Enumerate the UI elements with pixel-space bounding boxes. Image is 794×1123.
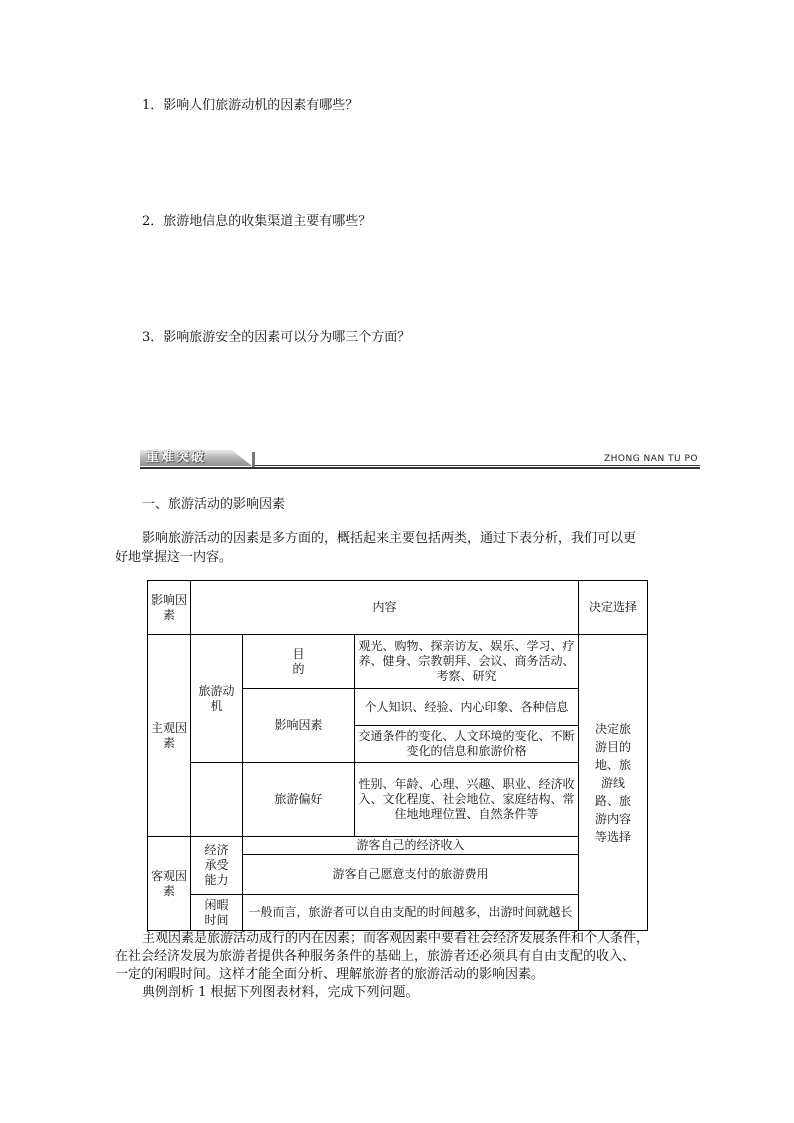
leisure-text: 一般而言，旅游者可以自由支配的时间越多，出游时间就越长: [243, 895, 579, 931]
header-decision: 决定选择: [579, 581, 648, 635]
summary-line-1: 主观因素是旅游活动成行的内在因素；而客观因素中要看社会经济发展条件和个人条件，: [142, 931, 650, 946]
question-1: 1．影响人们旅游动机的因素有哪些？: [142, 98, 359, 113]
banner-english: ZHONG NAN TU PO: [603, 454, 698, 464]
motive-label: 旅游动机: [191, 635, 243, 763]
influence-text-2: 交通条件的变化、人文环境的变化、不断变化的信息和旅游价格: [355, 726, 579, 763]
example-line: 典例剖析 1 根据下列图表材料，完成下列问题。: [142, 985, 419, 1000]
header-content: 内容: [191, 581, 579, 635]
preference-empty: [191, 763, 243, 837]
header-factor: 影响因素: [148, 581, 191, 635]
factors-table: [147, 580, 648, 931]
summary-line-2: 在社会经济发展为旅游者提供各种服务条件的基础上，旅游者还必须具有自由支配的收入、: [115, 949, 636, 964]
econ-text-2: 游客自己愿意支付的旅游费用: [243, 855, 579, 895]
purpose-label: 目的: [243, 635, 355, 689]
section-banner: [140, 450, 700, 470]
decision-text: 决定旅游目的地、旅游线路、旅游内容等选择: [579, 635, 648, 931]
subjective-factor-label: 主观因素: [148, 635, 191, 837]
question-3: 3．影响旅游安全的因素可以分为哪三个方面？: [142, 330, 411, 345]
banner-title: 重难突破: [146, 450, 207, 465]
preference-text: 性别、年龄、心理、兴趣、职业、经济收入、文化程度、社会地位、家庭结构、常住地地理位置、自然条件等: [355, 763, 579, 837]
section-heading: 一、旅游活动的影响因素: [142, 497, 286, 512]
econ-label: 经济承受能力: [191, 837, 243, 895]
econ-text-1: 游客自己的经济收入: [243, 837, 579, 855]
leisure-label: 闲暇时间: [191, 895, 243, 931]
intro-line-1: 影响旅游活动的因素是多方面的，概括起来主要包括两类，通过下表分析，我们可以更: [142, 531, 637, 546]
banner-rule-thick: [140, 467, 700, 469]
influence-label: 影响因素: [243, 689, 355, 763]
intro-line-2: 好地掌握这一内容。: [115, 550, 233, 565]
summary-line-3: 一定的闲暇时间。这样才能全面分析、理解旅游者的旅游活动的影响因素。: [115, 967, 545, 982]
purpose-text: 观光、购物、探亲访友、娱乐、学习、疗养、健身、宗教朝拜、会议、商务活动、考察、研究: [355, 635, 579, 689]
preference-label: 旅游偏好: [243, 763, 355, 837]
influence-text-1: 个人知识、经验、内心印象、各种信息: [355, 689, 579, 726]
question-2: 2．旅游地信息的收集渠道主要有哪些？: [142, 214, 372, 229]
objective-factor-label: 客观因素: [148, 837, 191, 931]
banner-rule-thin: [255, 465, 700, 466]
